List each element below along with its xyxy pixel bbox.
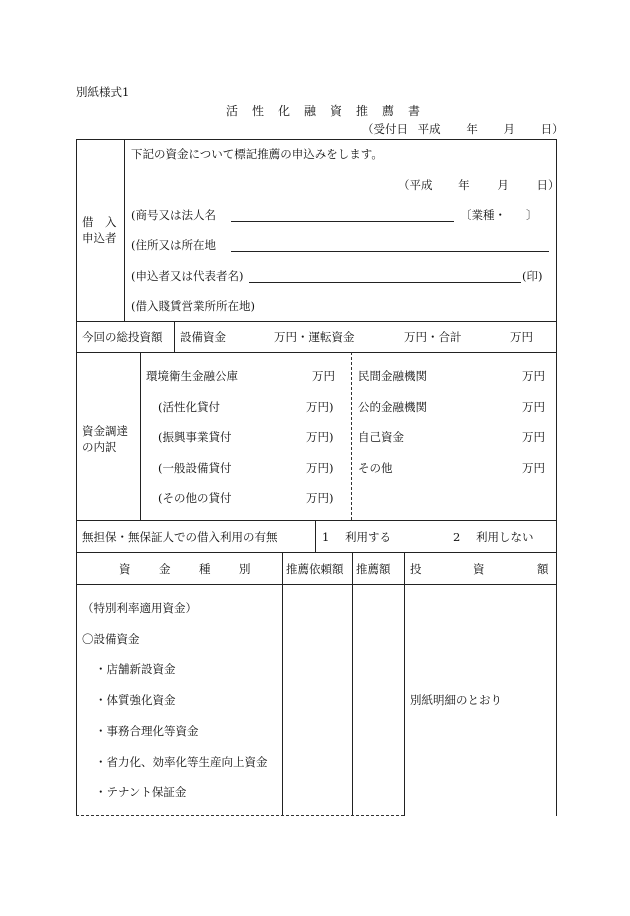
applicant-section-label	[82, 214, 128, 246]
fund-row-item: 〇設備資金	[82, 632, 140, 646]
table-top-border	[76, 139, 556, 140]
industry-close: 〕	[526, 208, 538, 222]
row-border-4	[76, 552, 556, 553]
application-date-year: 年	[458, 178, 470, 192]
address-label: (住所又は所在地	[131, 238, 216, 252]
industry-label: 〔業種・	[460, 208, 506, 222]
trade-name-label: (商号又は法人名	[131, 208, 216, 222]
table-right-border	[556, 139, 557, 816]
guarantee-option-1-number[interactable]: 1	[322, 530, 330, 544]
financing-dotted-divider	[351, 352, 352, 520]
header-recommended-amount: 推薦額	[356, 562, 391, 576]
fund-col-divider-1	[282, 552, 283, 816]
guarantee-option-1[interactable]: 利用する	[345, 530, 391, 544]
reception-month: 月	[503, 122, 515, 136]
financing-right-unit: 万円	[522, 430, 545, 444]
financing-left-unit: 万円	[312, 369, 335, 383]
financing-left-label: (一般設備貸付	[158, 461, 232, 475]
application-date-month: 月	[497, 178, 509, 192]
financing-left-label: (活性化貸付	[158, 400, 220, 414]
header-fund-type-char: 種	[199, 562, 211, 576]
guarantee-option-2-number[interactable]: 2	[453, 530, 461, 544]
financing-label-line1: 資金調達	[82, 424, 128, 438]
financing-left-unit: 万円)	[306, 430, 334, 444]
form-id: 別紙様式1	[76, 85, 130, 99]
fund-row-item: （特別利率適用資金）	[82, 601, 197, 615]
applicant-name-underline[interactable]	[249, 282, 521, 283]
address-underline[interactable]	[231, 251, 549, 252]
fund-col-divider-3	[404, 552, 405, 816]
reception-label: （受付日	[362, 122, 408, 136]
applicant-intro: 下記の資金について標記推薦の申込みをします。	[131, 147, 383, 161]
financing-left-unit: 万円)	[306, 400, 334, 414]
financing-right-unit: 万円	[522, 369, 545, 383]
fund-table-bottom-dashed	[76, 815, 404, 816]
financing-label-line2: の内訳	[82, 440, 117, 454]
fund-header-border	[76, 584, 556, 585]
financing-left-label: (振興事業貸付	[158, 430, 232, 444]
fund-row-item: ・店舗新設資金	[95, 662, 176, 676]
header-fund-type-char: 別	[239, 562, 251, 576]
fund-col-divider-2	[352, 552, 353, 816]
financing-right-label: 民間金融機関	[358, 369, 427, 383]
page-title: 活性化融資推薦書	[226, 104, 435, 118]
financing-right-label: 公的金融機関	[358, 400, 427, 414]
trade-name-underline[interactable]	[231, 221, 454, 222]
header-requested-amount: 推薦依頼額	[286, 562, 344, 576]
fund-row-item: ・省力化、効率化等生産向上資金	[95, 755, 268, 769]
guarantee-option-2[interactable]: 利用しない	[476, 530, 534, 544]
operating-unit-label: 万円・合計	[404, 330, 462, 344]
application-date-day: 日）	[536, 178, 560, 192]
total-investment-divider	[174, 321, 175, 352]
financing-right-unit: 万円	[522, 400, 545, 414]
financing-left-unit: 万円)	[306, 491, 334, 505]
seal-mark: (印)	[522, 269, 543, 283]
row-border-2	[76, 352, 556, 353]
total-unit-label: 万円	[510, 330, 533, 344]
fund-row-item: ・事務合理化等資金	[95, 724, 199, 738]
reception-date	[362, 122, 564, 136]
header-investment-char: 投	[410, 562, 422, 576]
table-left-border	[76, 139, 77, 816]
financing-right-label: 自己資金	[358, 430, 404, 444]
header-fund-type-char: 金	[159, 562, 171, 576]
financing-divider	[140, 352, 141, 520]
header-fund-type-char: 資	[119, 562, 131, 576]
fund-row-item: ・テナント保証金	[95, 785, 187, 799]
investment-note: 別紙明細のとおり	[410, 693, 502, 707]
applicant-name-label: (申込者又は代表者名)	[131, 269, 244, 283]
business-location-label: (借入賤賃営業所所在地)	[131, 299, 255, 313]
financing-right-unit: 万円	[522, 461, 545, 475]
application-date	[398, 178, 559, 192]
applicant-label-line1: 借 入	[82, 215, 117, 229]
reception-year: 年	[466, 122, 478, 136]
guarantee-divider	[315, 520, 316, 552]
application-date-era: （平成	[398, 178, 433, 192]
equipment-unit-label: 万円・運転資金	[274, 330, 355, 344]
guarantee-label: 無担保・無保証人での借入利用の有無	[82, 530, 278, 544]
financing-left-label: (その他の貸付	[158, 491, 232, 505]
financing-left-unit: 万円)	[306, 461, 334, 475]
reception-day: 日）	[540, 122, 564, 136]
applicant-label-line2: 申込者	[82, 231, 117, 245]
row-border-3	[76, 520, 556, 521]
header-investment-char: 額	[537, 562, 549, 576]
header-investment-char: 資	[473, 562, 485, 576]
fund-row-item: ・体質強化資金	[95, 693, 176, 707]
financing-section-label	[82, 423, 138, 455]
financing-left-label: 環境衛生金融公庫	[146, 369, 238, 383]
reception-era: 平成	[417, 122, 441, 136]
financing-right-label: その他	[358, 461, 393, 475]
total-investment-label: 今回の総投資額	[82, 330, 163, 344]
row-border-1	[76, 321, 556, 322]
equipment-fund-label: 設備資金	[180, 330, 226, 344]
